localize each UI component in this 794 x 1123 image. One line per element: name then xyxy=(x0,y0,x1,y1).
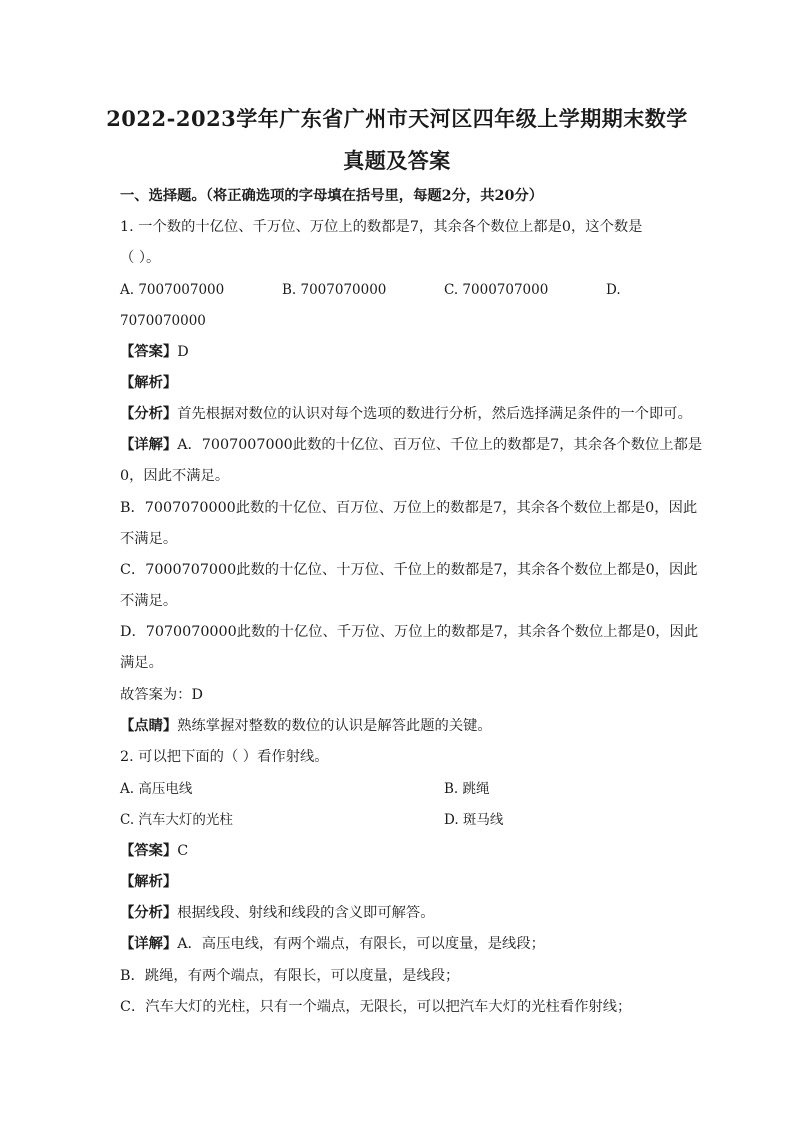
document-title-line2: 真题及答案 xyxy=(343,148,451,173)
q2-option-a: A. 高压电线 xyxy=(120,781,193,797)
q2-option-b: B. 跳绳 xyxy=(444,781,490,797)
section-heading: 一、选择题。（将正确选项的字母填在括号里，每题2分，共20分） xyxy=(120,188,544,204)
q1-conclusion: 故答案为：D xyxy=(120,687,203,703)
fenxi-tag: 【分析】 xyxy=(120,406,178,422)
q1-dianjing xyxy=(120,716,492,736)
q1-option-d-value: 7070070000 xyxy=(120,313,206,329)
q1-detail-c-line2: 不满足。 xyxy=(120,593,178,609)
q1-option-a: A. 7007007000 xyxy=(120,282,225,298)
q1-fenxi xyxy=(120,404,692,424)
detail-a-text: A．7007007000此数的十亿位、百万位、千位上的数都是7，其余各个数位上都是 xyxy=(177,437,703,453)
q1-option-c: C. 7000707000 xyxy=(444,282,549,298)
fenxi-text: 根据线段、射线和线段的含义即可解答。 xyxy=(177,905,435,921)
xiangjie-tag: 【详解】 xyxy=(120,437,178,453)
q1-stem-line1: 1. 一个数的十亿位、千万位、万位上的数都是7，其余各个数位上都是0，这个数是 xyxy=(120,219,643,235)
q1-option-d-label: D. xyxy=(606,282,621,298)
detail-a-text: A．高压电线，有两个端点，有限长，可以度量，是线段； xyxy=(177,936,545,952)
q2-detail-a xyxy=(120,934,545,954)
answer-value: D xyxy=(177,344,189,360)
document-title-line1: 2022-2023学年广东省广州市天河区四年级上学期期末数学 xyxy=(106,106,688,131)
dianjing-tag: 【点睛】 xyxy=(120,718,178,734)
q2-detail-b: B．跳绳，有两个端点，有限长，可以度量，是线段； xyxy=(120,968,460,984)
q1-stem-line2: （ ）。 xyxy=(120,250,161,266)
q1-analysis-tag: 【解析】 xyxy=(120,375,178,391)
q1-answer xyxy=(120,342,189,362)
answer-tag: 【答案】 xyxy=(120,843,178,859)
q1-detail-a-line2: 0，因此不满足。 xyxy=(120,468,230,484)
q2-option-c: C. 汽车大灯的光柱 xyxy=(120,812,233,828)
q1-detail-d-line2: 满足。 xyxy=(120,655,163,671)
q1-option-b: B. 7007070000 xyxy=(282,282,387,298)
q2-detail-c: C．汽车大灯的光柱，只有一个端点，无限长，可以把汽车大灯的光柱看作射线； xyxy=(120,999,632,1015)
q1-detail-b-line2: 不满足。 xyxy=(120,531,178,547)
q2-fenxi xyxy=(120,903,435,923)
q1-detail-a-line1 xyxy=(120,435,702,455)
q2-option-d: D. 斑马线 xyxy=(444,812,504,828)
xiangjie-tag: 【详解】 xyxy=(120,936,178,952)
answer-tag: 【答案】 xyxy=(120,344,178,360)
answer-value: C xyxy=(177,843,189,859)
q2-analysis-tag: 【解析】 xyxy=(120,874,178,890)
q1-detail-b-line1: B．7007070000此数的十亿位、百万位、万位上的数都是7，其余各个数位上都是0，因此 xyxy=(120,500,698,516)
q2-answer xyxy=(120,841,188,861)
fenxi-text: 首先根据对数位的认识对每个选项的数进行分析，然后选择满足条件的一个即可。 xyxy=(177,406,692,422)
q1-detail-d-line1: D．7070070000此数的十亿位、千万位、万位上的数都是7，其余各个数位上都是0，因此 xyxy=(120,624,699,640)
q2-stem: 2. 可以把下面的（ ）看作射线。 xyxy=(120,749,329,765)
dianjing-text: 熟练掌握对整数的数位的认识是解答此题的关键。 xyxy=(177,718,492,734)
fenxi-tag: 【分析】 xyxy=(120,905,178,921)
q1-detail-c-line1: C．7000707000此数的十亿位、十万位、千位上的数都是7，其余各个数位上都是0，因此 xyxy=(120,562,698,578)
